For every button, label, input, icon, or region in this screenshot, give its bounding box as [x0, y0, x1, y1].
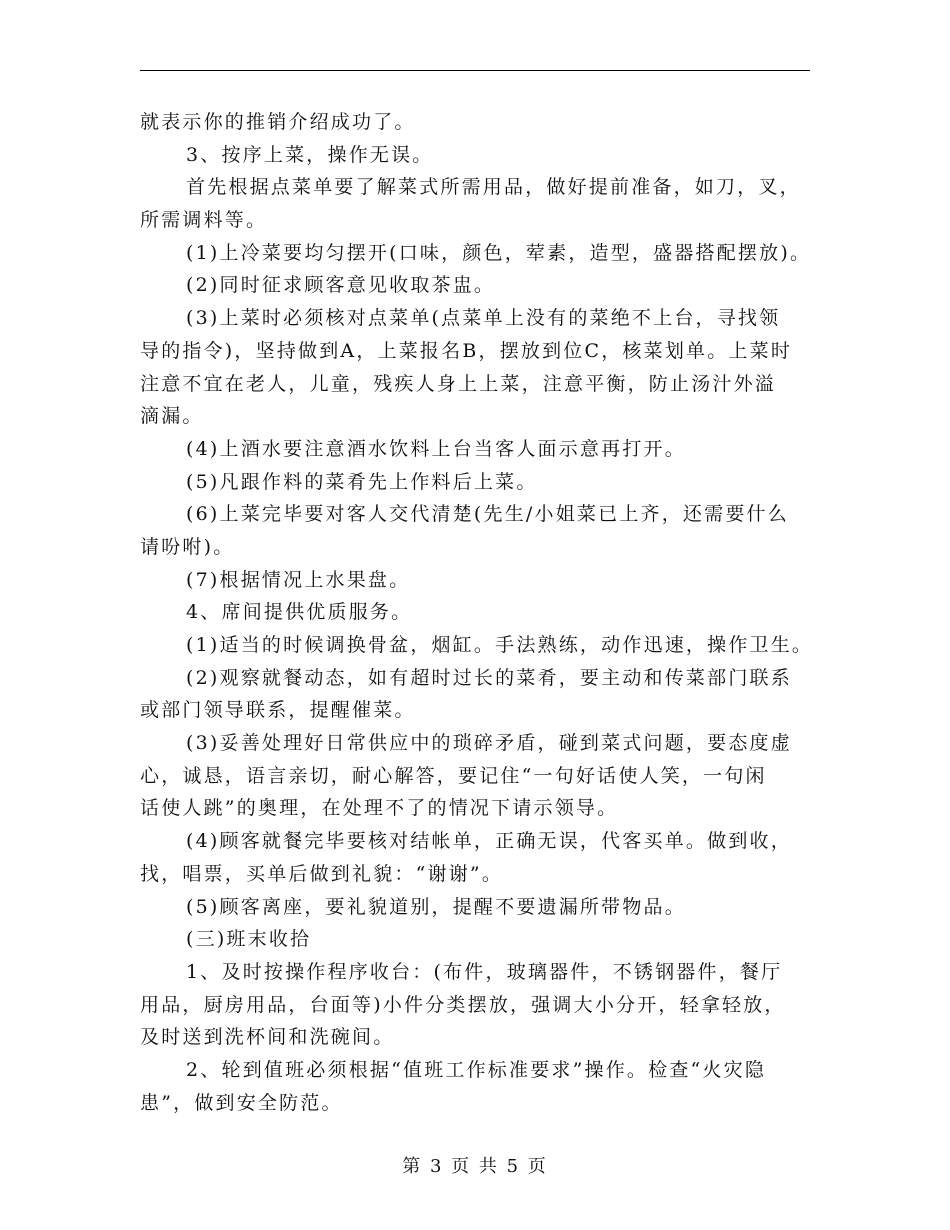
text-line: 4、席间提供优质服务。 — [186, 601, 413, 624]
text-line: (三)班末收拾 — [186, 928, 312, 951]
header-rule — [140, 70, 810, 71]
text-line: 用品，厨房用品，台面等)小件分类摆放，强调大小分开，轻拿轻放， — [140, 993, 786, 1016]
text-line: (3)上菜时必须核对点菜单(点菜单上没有的菜绝不上台，寻找领 — [186, 307, 781, 330]
text-line: (3)妥善处理好日常供应中的琐碎矛盾，碰到菜式问题，要态度虚 — [186, 732, 792, 755]
text-line: (7)根据情况上水果盘。 — [186, 568, 411, 591]
text-line: 请吩咐)。 — [140, 535, 235, 558]
text-line: (2)观察就餐动态，如有超时过长的菜肴，要主动和传菜部门联系 — [186, 666, 792, 689]
text-line: 滴漏。 — [140, 405, 204, 428]
text-line: (4)上酒水要注意酒水饮料上台当客人面示意再打开。 — [186, 437, 686, 460]
text-line: 导的指令)，坚持做到A，上菜报名B，摆放到位C，核菜划单。上菜时 — [140, 339, 793, 362]
text-line: (2)同时征求顾客意见收取茶盅。 — [186, 274, 496, 297]
text-line: 心，诚恳，语言亲切，耐心解答，要记住“一句好话使人笑，一句闲 — [140, 764, 767, 787]
text-line: (4)顾客就餐完毕要核对结帐单，正确无误，代客买单。做到收， — [186, 830, 792, 853]
text-line: 找，唱票，买单后做到礼貌：“谢谢”。 — [140, 862, 504, 885]
text-line: 3、按序上菜，操作无误。 — [186, 143, 434, 166]
text-line: (5)凡跟作料的菜肴先上作料后上菜。 — [186, 470, 538, 493]
text-line: 所需调料等。 — [140, 209, 268, 232]
text-line: (6)上菜完毕要对客人交代清楚(先生/小姐菜已上齐，还需要什么 — [186, 503, 789, 526]
text-line: (1)适当的时候调换骨盆，烟缸。手法熟练，动作迅速，操作卫生。 — [186, 634, 814, 656]
text-line: 患”，做到安全防范。 — [140, 1091, 343, 1114]
text-line: 首先根据点菜单要了解菜式所需用品，做好提前准备，如刀，叉， — [186, 176, 801, 199]
text-line: (1)上冷菜要均匀摆开(口味，颜色，荤素，造型，盛器搭配摆放)。 — [186, 241, 812, 264]
text-line: 就表示你的推销介绍成功了。 — [140, 111, 416, 133]
text-line: 话使人跳”的奥理，在处理不了的情况下请示领导。 — [140, 797, 619, 820]
document-body — [140, 106, 820, 1119]
text-line: 1、及时按操作程序收台：(布件，玻璃器件，不锈钢器件，餐厅 — [186, 960, 783, 983]
page-footer: 第 3 页 共 5 页 — [402, 1156, 548, 1177]
text-line: 2、轮到值班必须根据“值班工作标准要求”操作。检查“火灾隐 — [186, 1058, 767, 1081]
text-line: 及时送到洗杯间和洗碗间。 — [140, 1026, 395, 1049]
text-line: 或部门领导联系，提醒催菜。 — [140, 699, 416, 722]
text-line: (5)顾客离座，要礼貌道别，提醒不要遗漏所带物品。 — [186, 895, 686, 918]
text-line: 注意不宜在老人，儿童，残疾人身上上菜，注意平衡，防止汤汁外溢 — [140, 372, 777, 395]
